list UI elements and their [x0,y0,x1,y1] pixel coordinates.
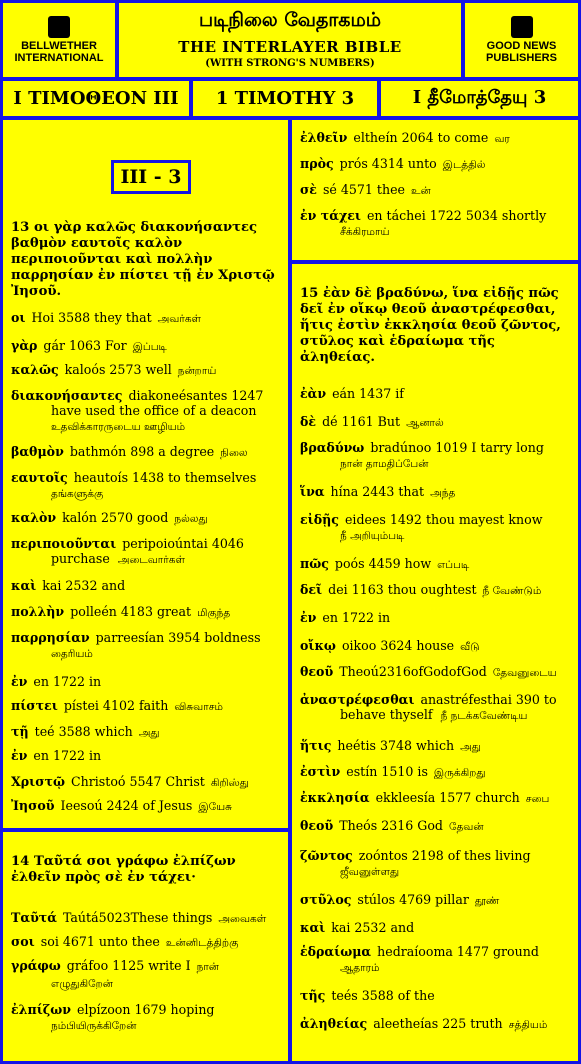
word-entry [300,738,481,755]
tamil-gloss: எழுதுகிறேன் [51,978,113,990]
word-entry [11,910,266,927]
word-entry [11,388,263,435]
greek-word: θεοῦ [300,818,334,833]
tamil-gloss-line [300,455,544,472]
greek-word: ἵνα [300,484,325,499]
greek-word: πίστει [11,698,58,713]
tamil-gloss: அடைவார்கள் [117,554,185,566]
transliteration-gloss: eltheín 2064 to come [353,130,489,145]
greek-word: πρὸς [300,156,334,171]
greek-word: Χριστῷ [11,774,65,789]
transliteration-gloss: oikoo 3624 house [341,638,455,653]
tamil-gloss: அது [460,741,481,753]
transliteration-gloss: dé 1161 But [322,414,401,429]
transliteration-gloss: aleetheías 225 truth [373,1016,503,1031]
good-news-logo [465,3,578,77]
transliteration-gloss: hína 2443 that [330,484,425,499]
greek-word: διακονήσαντες [11,388,123,403]
greek-word: τῇ [11,724,29,739]
word-entry [11,774,249,791]
transliteration-gloss: parreesían 3954 boldness [95,630,261,645]
greek-word: ἐν [11,748,28,763]
english-gloss-cont: purchase [51,551,110,566]
transliteration-gloss: dei 1163 thou oughtest [328,582,477,597]
greek-word: πῶς [300,556,329,571]
transliteration-gloss: elpízoon 1679 hoping [77,1002,215,1017]
greek-word: θεοῦ [300,664,334,679]
greek-word: ἐν [11,674,28,689]
greek-word: σοι [11,934,35,949]
greek-word: ζῶντος [300,848,353,863]
greek-word: καὶ [300,920,326,935]
transliteration-gloss: teé 3588 which [34,724,133,739]
transliteration-gloss: estín 1510 is [346,764,428,779]
tamil-gloss: ஜீவனுள்ளது [340,866,400,878]
greek-word: Ἰησοῦ [11,798,55,813]
tamil-gloss: எப்படி [437,559,470,571]
word-entry [300,892,499,909]
transliteration-gloss: Theós 2316 God [339,818,443,833]
greek-word: δὲ [300,414,317,429]
transliteration-gloss: heétis 3748 which [337,738,455,753]
verse-14-greek: 14 Ταῦτά σοι γράφω ἐλπίζων ἐλθεῖν πρὸς σὲ ἐν τάχει· [11,854,236,885]
greek-word: ἥτις [300,738,332,753]
greek-word: ἐλθεῖν [300,130,348,145]
gloss-continuation [300,707,557,724]
greek-word: Ταῦτά [11,910,57,925]
word-entry [11,338,167,355]
transliteration-gloss: heautoís 1438 to themselves [73,470,257,485]
word-entry [300,664,557,681]
transliteration-gloss: gráfoo 1125 write I [66,958,191,973]
tamil-gloss: நல்லது [174,513,208,525]
greek-word: ἀναστρέφεσθαι [300,692,415,707]
verse-15-panel [292,264,578,1061]
transliteration-gloss: peripoioúntai 4046 [122,536,244,551]
book-greek: Ι ΤΙΜΟΘΕΟΝ ΙΙΙ [3,81,189,116]
tamil-gloss: நன்றாய் [177,365,217,377]
transliteration-gloss: soi 4671 unto thee [40,934,160,949]
tamil-gloss-line [300,863,531,880]
word-entry [300,386,404,401]
transliteration-gloss: kai 2532 and [42,578,126,593]
tamil-gloss-line [11,485,256,502]
tamil-gloss: சீக்கிரமாய் [340,226,390,238]
tamil-gloss-line [11,975,219,992]
verse-14-cont-panel [292,120,578,260]
bellwether-logo [3,3,115,77]
tamil-gloss: இப்படி [132,341,167,353]
word-entry [11,724,160,741]
word-entry [11,630,261,662]
tamil-gloss-line [11,645,261,662]
transliteration-gloss: Hoi 3588 they that [31,310,152,325]
tamil-gloss: இயேசு [198,801,232,813]
tamil-gloss: நீ அறியும்படி [340,530,405,542]
word-entry [11,698,223,715]
transliteration-gloss: Christoó 5547 Christ [71,774,205,789]
bell-icon [48,16,70,38]
tamil-gloss: இருக்கிறது [433,767,486,779]
title-block [119,3,461,77]
tamil-gloss: அவைகள் [218,913,267,925]
greek-word: πολλὴν [11,604,65,619]
verse-14-panel [3,832,288,1061]
word-entry [300,1016,547,1033]
page-title: THE INTERLAYER BIBLE [178,38,402,56]
tamil-gloss: உன் [411,185,431,197]
greek-word: στῦλος [300,892,352,907]
tamil-gloss-line [11,418,263,435]
word-entry [300,638,480,655]
word-entry [11,798,232,815]
tamil-gloss: நான் தாமதிப்பேன் [340,458,429,470]
tamil-gloss: மிகுந்த [197,607,231,619]
word-entry [300,790,549,807]
greek-word: καὶ [11,578,37,593]
tamil-gloss: தூண் [474,895,500,907]
word-entry [300,692,557,724]
book-tamil: I தீமோத்தேயு 3 [381,81,578,116]
word-entry [300,582,541,599]
transliteration-gloss: sé 4571 thee [322,182,406,197]
tamil-gloss: ஆனால் [406,417,444,429]
transliteration-gloss: polleén 4183 great [70,604,192,619]
greek-word: βαθμὸν [11,444,64,459]
tamil-gloss: உன்னிடத்திற்கு [165,937,239,949]
tamil-gloss: அது [138,727,160,739]
tamil-gloss: கிறிஸ்து [210,777,249,789]
transliteration-gloss: kaloós 2573 well [64,362,172,377]
word-entry [300,848,531,880]
verse-15-greek: 15 ἐὰν δὲ βραδύνω, ἵνα εἰδῇς πῶς δεῖ ἐν οἴκῳ θεοῦ ἀναστρέφεσθαι, ἥτις ἐστὶν ἐκκλησία θεοῦ ζῶντος, στῦλος καὶ ἑδραίωμα τῆς ἀληθείας. [300,286,561,365]
book-icon [511,16,533,38]
tamil-gloss: தைரியம் [51,648,93,660]
greek-word: παρρησίαν [11,630,90,645]
word-entry [300,920,414,935]
gloss-continuation [11,403,263,418]
transliteration-gloss: Taútá5023These things [62,910,213,925]
word-entry [11,1002,215,1034]
greek-word: δεῖ [300,582,323,597]
transliteration-gloss: Ieesoú 2424 of Jesus [60,798,193,813]
greek-word: ἐλπίζων [11,1002,71,1017]
transliteration-gloss: stúlos 4769 pillar [357,892,469,907]
tamil-gloss-line [300,223,546,240]
word-entry [300,764,485,781]
tamil-gloss: நான் [196,961,219,973]
greek-word: σὲ [300,182,317,197]
greek-word: περιποιοῦνται [11,536,117,551]
transliteration-gloss: bradúnoo 1019 I tarry long [370,440,544,455]
transliteration-gloss: hedraíooma 1477 ground [377,944,539,959]
greek-word: ἐκκλησία [300,790,370,805]
tamil-gloss: உதவிக்காரருடைய ஊழியம் [51,421,186,433]
transliteration-gloss: ekkleesía 1577 church [375,790,520,805]
transliteration-gloss: eán 1437 if [332,386,404,401]
transliteration-gloss: teés 3588 of the [331,988,435,1003]
english-gloss-cont: have used the office of a deacon [51,403,257,418]
word-entry [11,578,125,593]
word-entry [11,536,244,568]
transliteration-gloss: anastréfesthai 390 to [420,692,557,707]
word-entry [300,414,444,431]
greek-word: ἀληθείας [300,1016,368,1031]
word-entry [11,674,101,689]
greek-word: οἴκῳ [300,638,336,653]
greek-word: οι [11,310,26,325]
tamil-gloss: நீ நடக்கவேண்டிய [440,710,528,722]
word-entry [11,748,101,763]
transliteration-gloss: en táchei 1722 5034 shortly [366,208,547,223]
gloss-continuation [11,551,244,568]
tamil-gloss: நிலை [220,447,248,459]
tamil-gloss: சபை [525,793,550,805]
english-gloss-cont: behave thyself [340,707,433,722]
tamil-gloss: அவர்கள் [157,313,202,325]
tamil-title: படிநிலை வேதாகமம் [198,9,382,31]
transliteration-gloss: prós 4314 unto [339,156,437,171]
tamil-gloss: வர [494,133,510,145]
page-subtitle: (WITH STRONG'S NUMBERS) [205,58,375,69]
word-entry [11,470,256,502]
word-entry [11,444,248,461]
transliteration-gloss: zoóntos 2198 of thes living [358,848,531,863]
transliteration-gloss: eidees 1492 thou mayest know [344,512,543,527]
word-entry [11,604,230,621]
word-entry [11,958,219,992]
word-entry [300,156,485,173]
word-entry [300,818,484,835]
tamil-gloss: ஆதாரம் [340,962,380,974]
book-english: 1 TIMOTHY 3 [193,81,377,116]
tamil-gloss: இடத்தில் [442,159,486,171]
greek-word: γράφω [11,958,61,973]
word-entry [300,208,546,240]
word-entry [300,988,435,1003]
transliteration-gloss: kai 2532 and [331,920,415,935]
tamil-gloss: தேவனுடைய [492,667,557,679]
verse-13-greek: 13 οι γὰρ καλῶς διακονήσαντες βαθμὸν εαυτοῖς καλὸν περιποιοῦνται καὶ πολλὴν παρρησίαν ἐν πίστει τῇ ἐν Χριστῷ Ἰησοῦ. [11,220,275,299]
word-entry [11,934,238,951]
tamil-gloss: நீ வேண்டும் [482,585,542,597]
greek-word: γὰρ [11,338,38,353]
transliteration-gloss: en 1722 in [33,748,102,763]
tamil-gloss: தங்களுக்கு [51,488,104,500]
tamil-gloss: சத்தியம் [508,1019,548,1031]
tamil-gloss: தேவன் [448,821,484,833]
transliteration-gloss: Theoú2316ofGodofGod [339,664,487,679]
word-entry [300,484,455,501]
greek-word: ἐν τάχει [300,208,361,223]
tamil-gloss-line [11,1017,215,1034]
word-entry [300,556,469,573]
greek-word: εἰδῇς [300,512,339,527]
bellwether-logo-text: BELLWETHER INTERNATIONAL [14,40,104,64]
word-entry [300,512,542,544]
greek-word: καλὸν [11,510,57,525]
transliteration-gloss: poós 4459 how [334,556,432,571]
chapter-label: III - 3 [111,160,191,194]
transliteration-gloss: diakoneésantes 1247 [128,388,264,403]
greek-word: ἐν [300,610,317,625]
word-entry [300,182,431,199]
word-entry [300,440,544,472]
word-entry [11,510,208,527]
greek-word: ἐστὶν [300,764,341,779]
tamil-gloss: அந்த [430,487,456,499]
greek-word: καλῶς [11,362,59,377]
word-entry [300,610,390,625]
greek-word: βραδύνω [300,440,365,455]
good-news-logo-text: GOOD NEWS PUBLISHERS [486,40,557,64]
transliteration-gloss: bathmón 898 a degree [69,444,215,459]
greek-word: εαυτοῖς [11,470,68,485]
tamil-gloss: நம்பியிருக்கிறேன் [51,1020,137,1032]
tamil-gloss-line [300,959,539,976]
tamil-gloss: விசுவாசம் [174,701,223,713]
verse-13-panel [3,120,288,828]
transliteration-gloss: gár 1063 For [43,338,127,353]
word-entry [300,130,510,147]
greek-word: τῆς [300,988,326,1003]
word-entry [11,310,201,327]
greek-word: ἐὰν [300,386,327,401]
transliteration-gloss: en 1722 in [33,674,102,689]
tamil-gloss-line [300,527,542,544]
greek-word: ἑδραίωμα [300,944,372,959]
tamil-gloss: வீடு [460,641,480,653]
transliteration-gloss: kalón 2570 good [62,510,169,525]
transliteration-gloss: pístei 4102 faith [63,698,169,713]
word-entry [300,944,539,976]
word-entry [11,362,216,379]
transliteration-gloss: en 1722 in [322,610,391,625]
